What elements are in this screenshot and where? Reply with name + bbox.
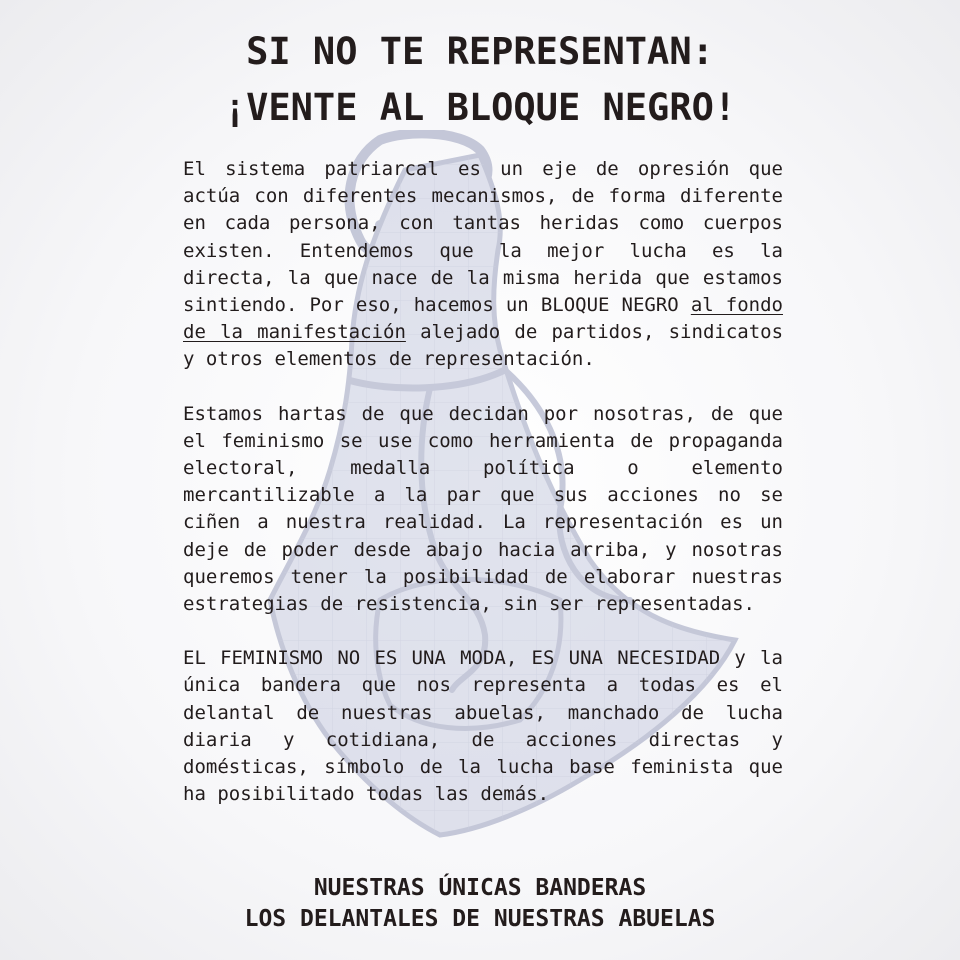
- title-line-2: ¡VENTE AL BLOQUE NEGRO!: [223, 86, 737, 129]
- paragraph-1-text-end: alejado de partidos, sindicatos y otros elementos de representación.: [183, 321, 784, 371]
- paragraph-1-text: El sistema patriarcal es un eje de opresión que actúa con diferentes mecanismos, de forma diferente en cada persona, con tantas heridas como cuerpos existen. Entendemos que la mejor lucha es la directa, la que nace de la misma herida que estamos sintiendo. Por eso, hacemos un BLOQUE NEGRO: [183, 158, 783, 317]
- title-line-1: SI NO TE REPRESENTAN:: [246, 30, 714, 73]
- paragraph-3: EL FEMINISMO NO ES UNA MODA, ES UNA NECESIDAD y la única bandera que nos representa a todas es el delantal de nuestras abuelas, manchado de lucha diaria y cotidiana, de acciones directas y domésticas, símbolo de la lucha base feminista que ha posibilitado todas las demás.: [183, 647, 783, 806]
- slogan-line-2: LOS DELANTALES DE NUESTRAS ABUELAS: [244, 906, 716, 932]
- paragraph-1: [183, 156, 783, 374]
- page-title: [0, 24, 960, 136]
- slogan-line-1: NUESTRAS ÚNICAS BANDERAS: [313, 875, 647, 901]
- body-text: [183, 156, 783, 835]
- underlined-location: al fondo de la manifestación: [183, 294, 783, 344]
- paragraph-2: Estamos hartas de que decidan por nosotras, de que el feminismo se use como herramienta de propaganda electoral, medalla política o elemento mercantilizable a la par que sus acciones no se ciñen a nuestra realidad. La representación es un deje de poder desde abajo hacia arriba, y nosotras queremos tener la posibilidad de elaborar nuestras estrategias de resistencia, sin ser representadas.: [183, 402, 783, 616]
- closing-slogan: [0, 873, 960, 935]
